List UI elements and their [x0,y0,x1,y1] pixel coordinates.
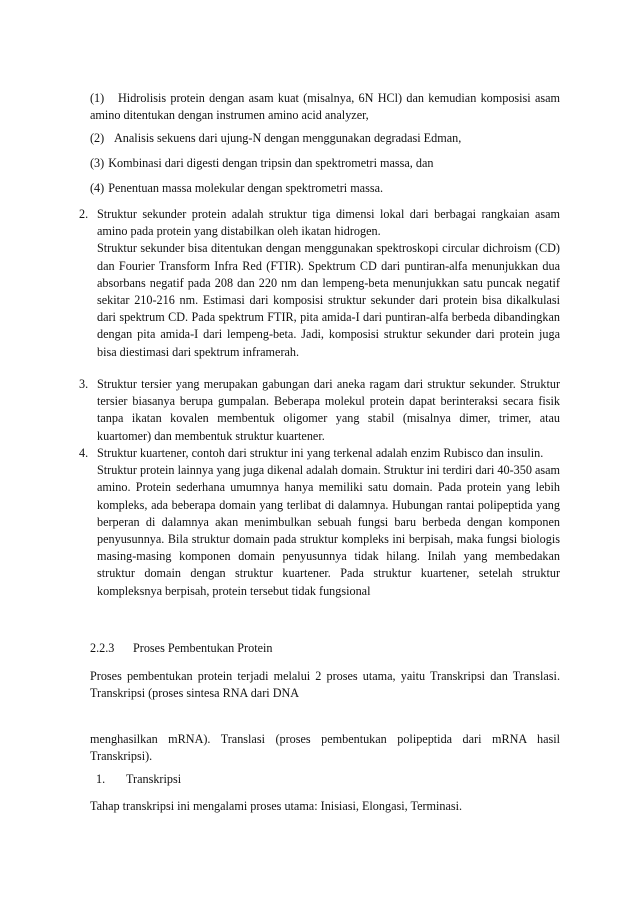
numbered-item-number: 4. [79,446,89,460]
list-item-number: (4) [90,181,105,195]
sub-item [90,771,560,788]
list-item-number: (2) [90,131,105,145]
sub-item-title: Transkripsi [126,772,182,786]
section-title: Proses Pembentukan Protein [133,641,273,655]
list-item [90,155,560,172]
paragraph: Struktur tersier yang merupakan gabungan dari aneka ragam dari struktur sekunder. Struktur tersier biasanya berupa gumpalan. Beberapa molekul protein dapat berinteraksi secara fisik tanpa ikatan kovalen membentuk oligomer yang stabil (misalnya dimer, trimer, atau kuartomer) dan membentuk struktur kuartener. [97,377,560,443]
numbered-item [79,376,560,445]
section-number: 2.2.3 [90,641,115,655]
numbered-item-body [97,376,560,445]
list-item-text: Penentuan massa molekular dengan spektrometri massa. [108,181,384,195]
list-item-number: (1) [90,91,105,105]
paragraph: Proses pembentukan protein terjadi melalui 2 proses utama, yaitu Transkripsi dan Translasi. Transkripsi (proses sintesa RNA dari DNA [90,669,560,701]
list-item-text: Hidrolisis protein dengan asam kuat (misalnya, 6N HCl) dan kemudian komposisi asam amino ditentukan dengan instrumen amino acid analyzer, [90,91,560,123]
paragraph: menghasilkan mRNA). Translasi (proses pembentukan polipeptida dari mRNA hasil Transkripsi). [90,732,560,764]
section-heading [90,640,560,657]
sub-item-number: 1. [96,772,106,786]
paragraph: Tahap transkripsi ini mengalami proses utama: Inisiasi, Elongasi, Terminasi. [90,799,463,813]
numbered-item-number: 2. [79,207,89,221]
list-item [90,130,560,147]
numbered-item-body [97,445,560,600]
list-item-text: Kombinasi dari digesti dengan tripsin dan spektrometri massa, dan [108,156,434,170]
paragraph: Struktur kuartener, contoh dari struktur ini yang terkenal adalah enzim Rubisco dan insulin. [97,446,544,460]
numbered-item-body [97,206,560,361]
paragraph: Struktur sekunder protein adalah struktur tiga dimensi lokal dari berbagai rangkaian asam amino pada protein yang distabilkan oleh ikatan hidrogen. [97,207,560,239]
paragraph: Struktur protein lainnya yang juga dikenal adalah domain. Struktur ini terdiri dari 40-350 asam amino. Protein sederhana umumnya hanya memiliki satu domain. Pada protein yang lebih kompleks, ada beberapa domain yang terlibat di dalamnya. Hubungan rantai polipeptida yang berperan di dalamnya akan menimbulkan sebuah fungsi baru berbeda dengan komponen penyusunnya. Bila struktur domain pada struktur kompleks ini berpisah, maka fungsi biologis masing-masing komponen domain penyusunnya tidak hilang. Inilah yang membedakan struktur domain dengan struktur kuartener. Pada struktur kuartener, setelah struktur kompleksnya berpisah, protein tersebut tidak fungsional [97,463,561,598]
paragraph: Struktur sekunder bisa ditentukan dengan menggunakan spektroskopi circular dichroism (CD) dan Fourier Transform Infra Red (FTIR). Spektrum CD dari puntiran-alfa menunjukkan dua absorbans negatif pada 208 dan 220 nm dan lempeng-beta menunjukkan satu puncak negatif sekitar 210-216 nm. Estimasi dari komposisi struktur sekunder dari protein bisa dikalkulasi dari spektrum CD. Pada spektrum FTIR, pita amida-I dari puntiran-alfa berbeda dibandingkan dengan pita amida-I dari lempeng-beta. Jadi, komposisi struktur sekunder dari protein juga bisa diestimasi dari spektrum inframerah. [97,241,560,359]
list-item-text: Analisis sekuens dari ujung-N dengan menggunakan degradasi Edman, [114,131,462,145]
list-item [90,90,560,124]
list-item [90,180,560,197]
numbered-item-number: 3. [79,377,89,391]
numbered-item [79,445,560,600]
list-item-number: (3) [90,156,105,170]
numbered-item [79,206,560,361]
